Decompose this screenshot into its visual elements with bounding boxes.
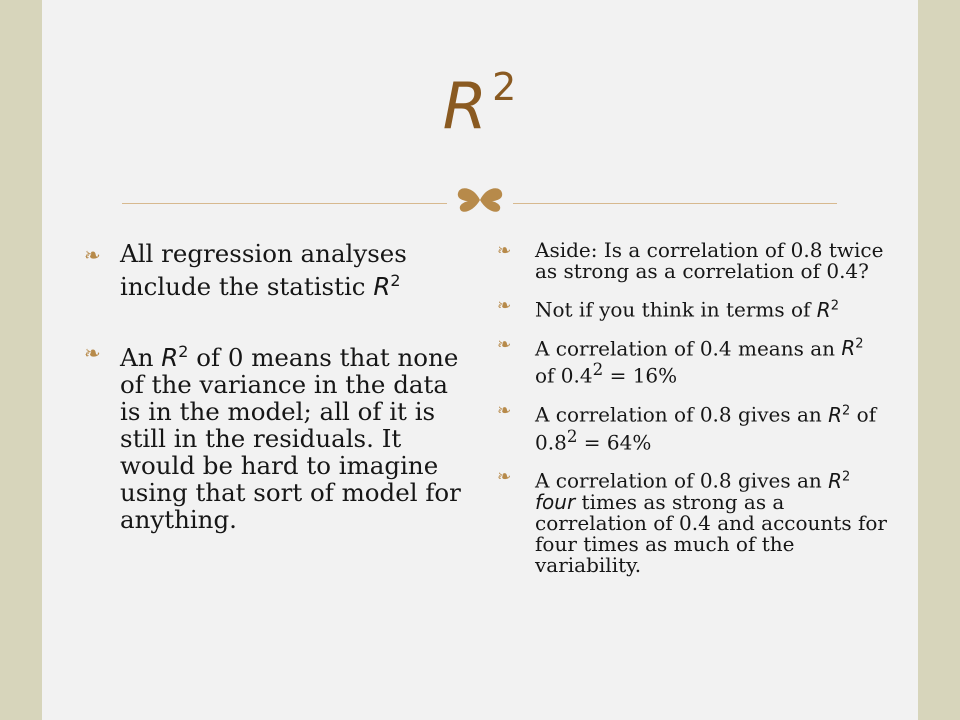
bullet-ornament-icon: ❧ — [497, 334, 512, 355]
exponent: 2 — [566, 426, 578, 446]
bullet-text: All regression analyses include the statistic — [120, 239, 407, 302]
bullet-ornament-icon: ❧ — [497, 296, 512, 316]
title-superscript: 2 — [492, 65, 518, 109]
exponent: 2 — [592, 360, 604, 380]
bullet-text: of 0.4 — [535, 363, 593, 388]
bullet-text: A correlation of 0.8 gives an — [535, 402, 829, 427]
bullet-text: An — [120, 343, 162, 373]
title-text: R — [442, 70, 489, 145]
r-squared-math: $R^2$ — [816, 297, 839, 322]
bullet-text: A correlation of 0.4 means an — [535, 336, 842, 361]
r-squared-math: $R^2$ — [841, 336, 864, 361]
list-item — [497, 466, 887, 576]
list-item — [84, 338, 469, 533]
bullet-text: Not if you think in terms of — [535, 297, 817, 322]
quad-leaf-ornament-icon — [447, 176, 513, 224]
list-item — [497, 400, 887, 453]
bullet-text: times as strong as a correlation of 0.4 and accounts for four times as much of the variability. — [535, 489, 887, 577]
bullet-ornament-icon: ❧ — [497, 467, 512, 488]
bullet-text: = 64% — [577, 430, 652, 455]
bullet-text: Aside: Is a correlation of 0.8 twice as strong as a correlation of 0.4? — [535, 238, 884, 283]
slide-title — [0, 65, 960, 145]
list-item — [497, 295, 887, 321]
r-squared-math: $R^2$ — [828, 402, 851, 427]
right-bullet-list — [497, 240, 887, 589]
bullet-ornament-icon: ❧ — [84, 243, 101, 267]
r-squared-math: $R^2$ — [373, 271, 401, 302]
bullet-text: A correlation of 0.8 gives an — [535, 468, 829, 493]
r-squared-math: $R^2$ — [161, 342, 189, 373]
bullet-ornament-icon: ❧ — [497, 400, 512, 421]
left-bullet-list — [84, 240, 469, 571]
r-squared-math: $R^2$ — [828, 468, 851, 493]
bullet-text: of 0.8 — [535, 402, 877, 455]
list-item — [497, 240, 887, 282]
bullet-text: = 16% — [603, 363, 678, 388]
emphasis-text: four — [535, 489, 576, 514]
list-item — [84, 240, 469, 300]
bullet-text: of 0 means that none of the variance in the data is in the model; all of it is still in the residuals. It would be hard to imagine using that sort of model for anything. — [120, 343, 461, 535]
bullet-ornament-icon: ❧ — [84, 341, 101, 366]
list-item — [497, 334, 887, 387]
bullet-ornament-icon: ❧ — [497, 241, 512, 261]
